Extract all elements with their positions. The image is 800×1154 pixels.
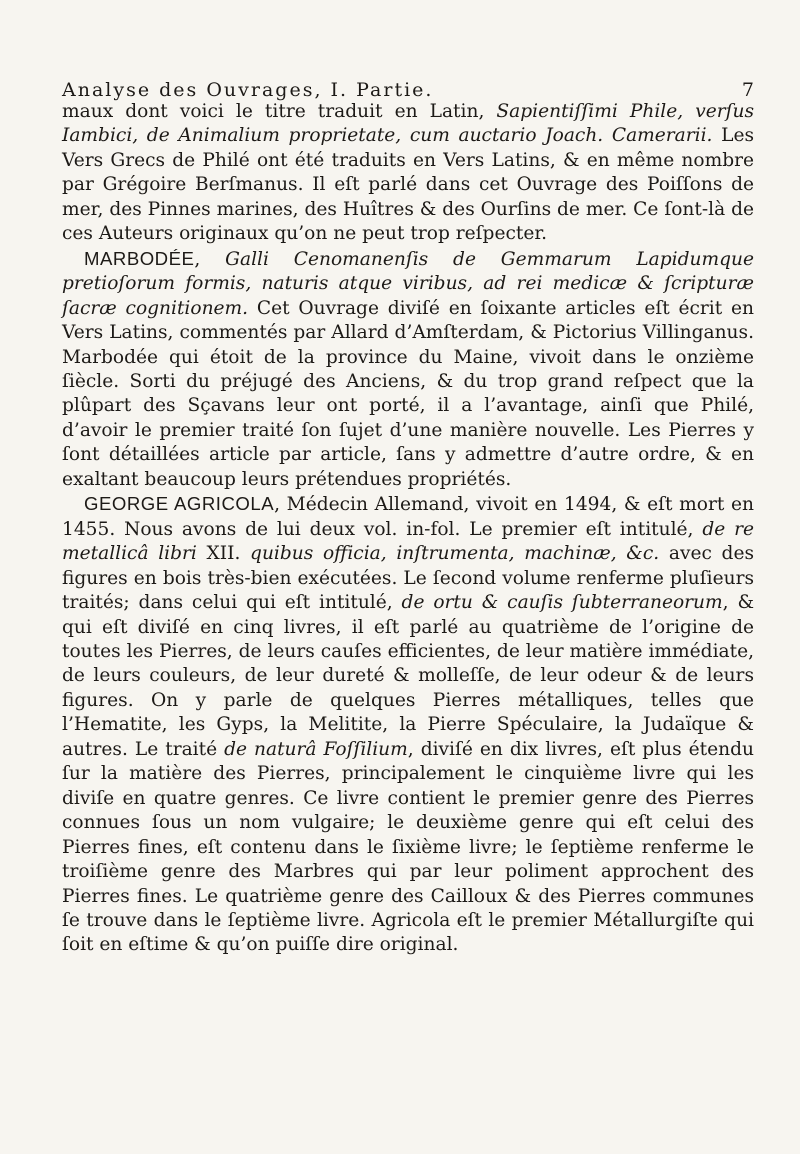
text-run: avec des figures en bois très-bien exécutées. Le ſecond volume renferme pluſieurs traités; dans celui qui eſt intitulé, [62, 543, 754, 614]
body-text [62, 100, 754, 958]
paragraph-marbodee [62, 247, 754, 493]
text-run: maux dont voici le titre traduit en Latin, [62, 101, 497, 122]
text-run: , diviſé en dix livres, eſt plus étendu ſur la matière des Pierres, principalement le cinquième livre qui les diviſe en quatre genres. Ce livre contient le premier genre des Pierres connues ſous un nom vulgaire; le deuxième genre qui eſt celui des Pierres fines, eſt contenu dans le ſixième livre; le ſeptième renferme le troiſième genre des Marbres qui par leur poliment approchent des Pierres fines. Le quatrième genre des Cailloux & des Pierres communes ſe trouve dans le ſeptième livre. Agricola eſt le premier Métallurgiſte qui ſoit en eſtime & qu’on puiſſe dire original. [62, 738, 755, 956]
latin-title: de re metallicâ libri [62, 518, 754, 565]
text-run: Les Vers Grecs de Philé ont été traduits en Vers Latins, & en même nombre par Grégoire Berſmanus. Il eſt parlé dans cet Ouvrage des Poiſſons de mer, des Pinnes marines, des Huîtres & des Ourſins de mer. Ce ſont-là de ces Auteurs originaux qu’on ne peut trop reſpecter. [62, 125, 754, 245]
latin-title: Sapientiſſimi Phile, verſus Iambici, de Animalium proprietate, cum auctario Joach. Camerarii. [62, 101, 754, 147]
text-run: Cet Ouvrage diviſé en ſoixante articles eſt écrit en Vers Latins, commentés par Allard d’Amſterdam, & Pictorius Villinganus. Marbodée qui étoit de la province du Maine, vivoit dans le onzième ſiècle. Sorti du préjugé des Anciens, & du trop grand reſpect que la plûpart des Sçavans leur ont porté, il a l’avantage, ainſi que Philé, d’avoir le premier traité ſon ſujet d’une manière nouvelle. Les Pierres y ſont détaillées article par article, ſans y admettre d’autre ordre, & en exaltant beaucoup leurs prétendues propriétés. [62, 297, 754, 490]
running-title: Analyse des Ouvrages, I. Partie. [62, 79, 434, 101]
author-name: MARBODÉE [84, 247, 195, 269]
page-number: 7 [741, 79, 754, 101]
paragraph-continuation [62, 100, 754, 247]
text-run: , Médecin Allemand, vivoit en 1494, & eſt mort en 1455. Nous avons de lui deux vol. in-fol. Le premier eſt intitulé, [62, 494, 754, 540]
latin-title: de ortu & cauſis ſubterraneorum [401, 592, 723, 614]
text-run: XII. [196, 543, 251, 565]
paragraph-agricola [62, 492, 754, 958]
text-run: , [194, 248, 226, 270]
latin-title: de naturâ Foſſilium [224, 738, 408, 760]
author-name: GEORGE AGRICOLA [84, 493, 275, 515]
latin-title: quibus officia, inſtrumenta, machinæ, &c. [250, 543, 660, 565]
text-run: , & qui eſt diviſé en cinq livres, il eſt parlé au quatrième de l’origine de toutes les Pierres, de leurs cauſes efficientes, de leur matière immédiate, de leurs couleurs, de leur dureté & molleſſe, de leur odeur & de leurs figures. On y parle de quelques Pierres métalliques, telles que l’Hematite, les Gyps, la Melitite, la Pierre Spéculaire, la Judaïque & autres. Le traité [62, 592, 754, 760]
latin-title: Galli Cenomanenſis de Gemmarum Lapidumque pretioſorum formis, naturis atque viribus, ad rei medicæ & ſcripturæ ſacræ cognitionem. [62, 248, 754, 319]
running-header [62, 78, 754, 102]
